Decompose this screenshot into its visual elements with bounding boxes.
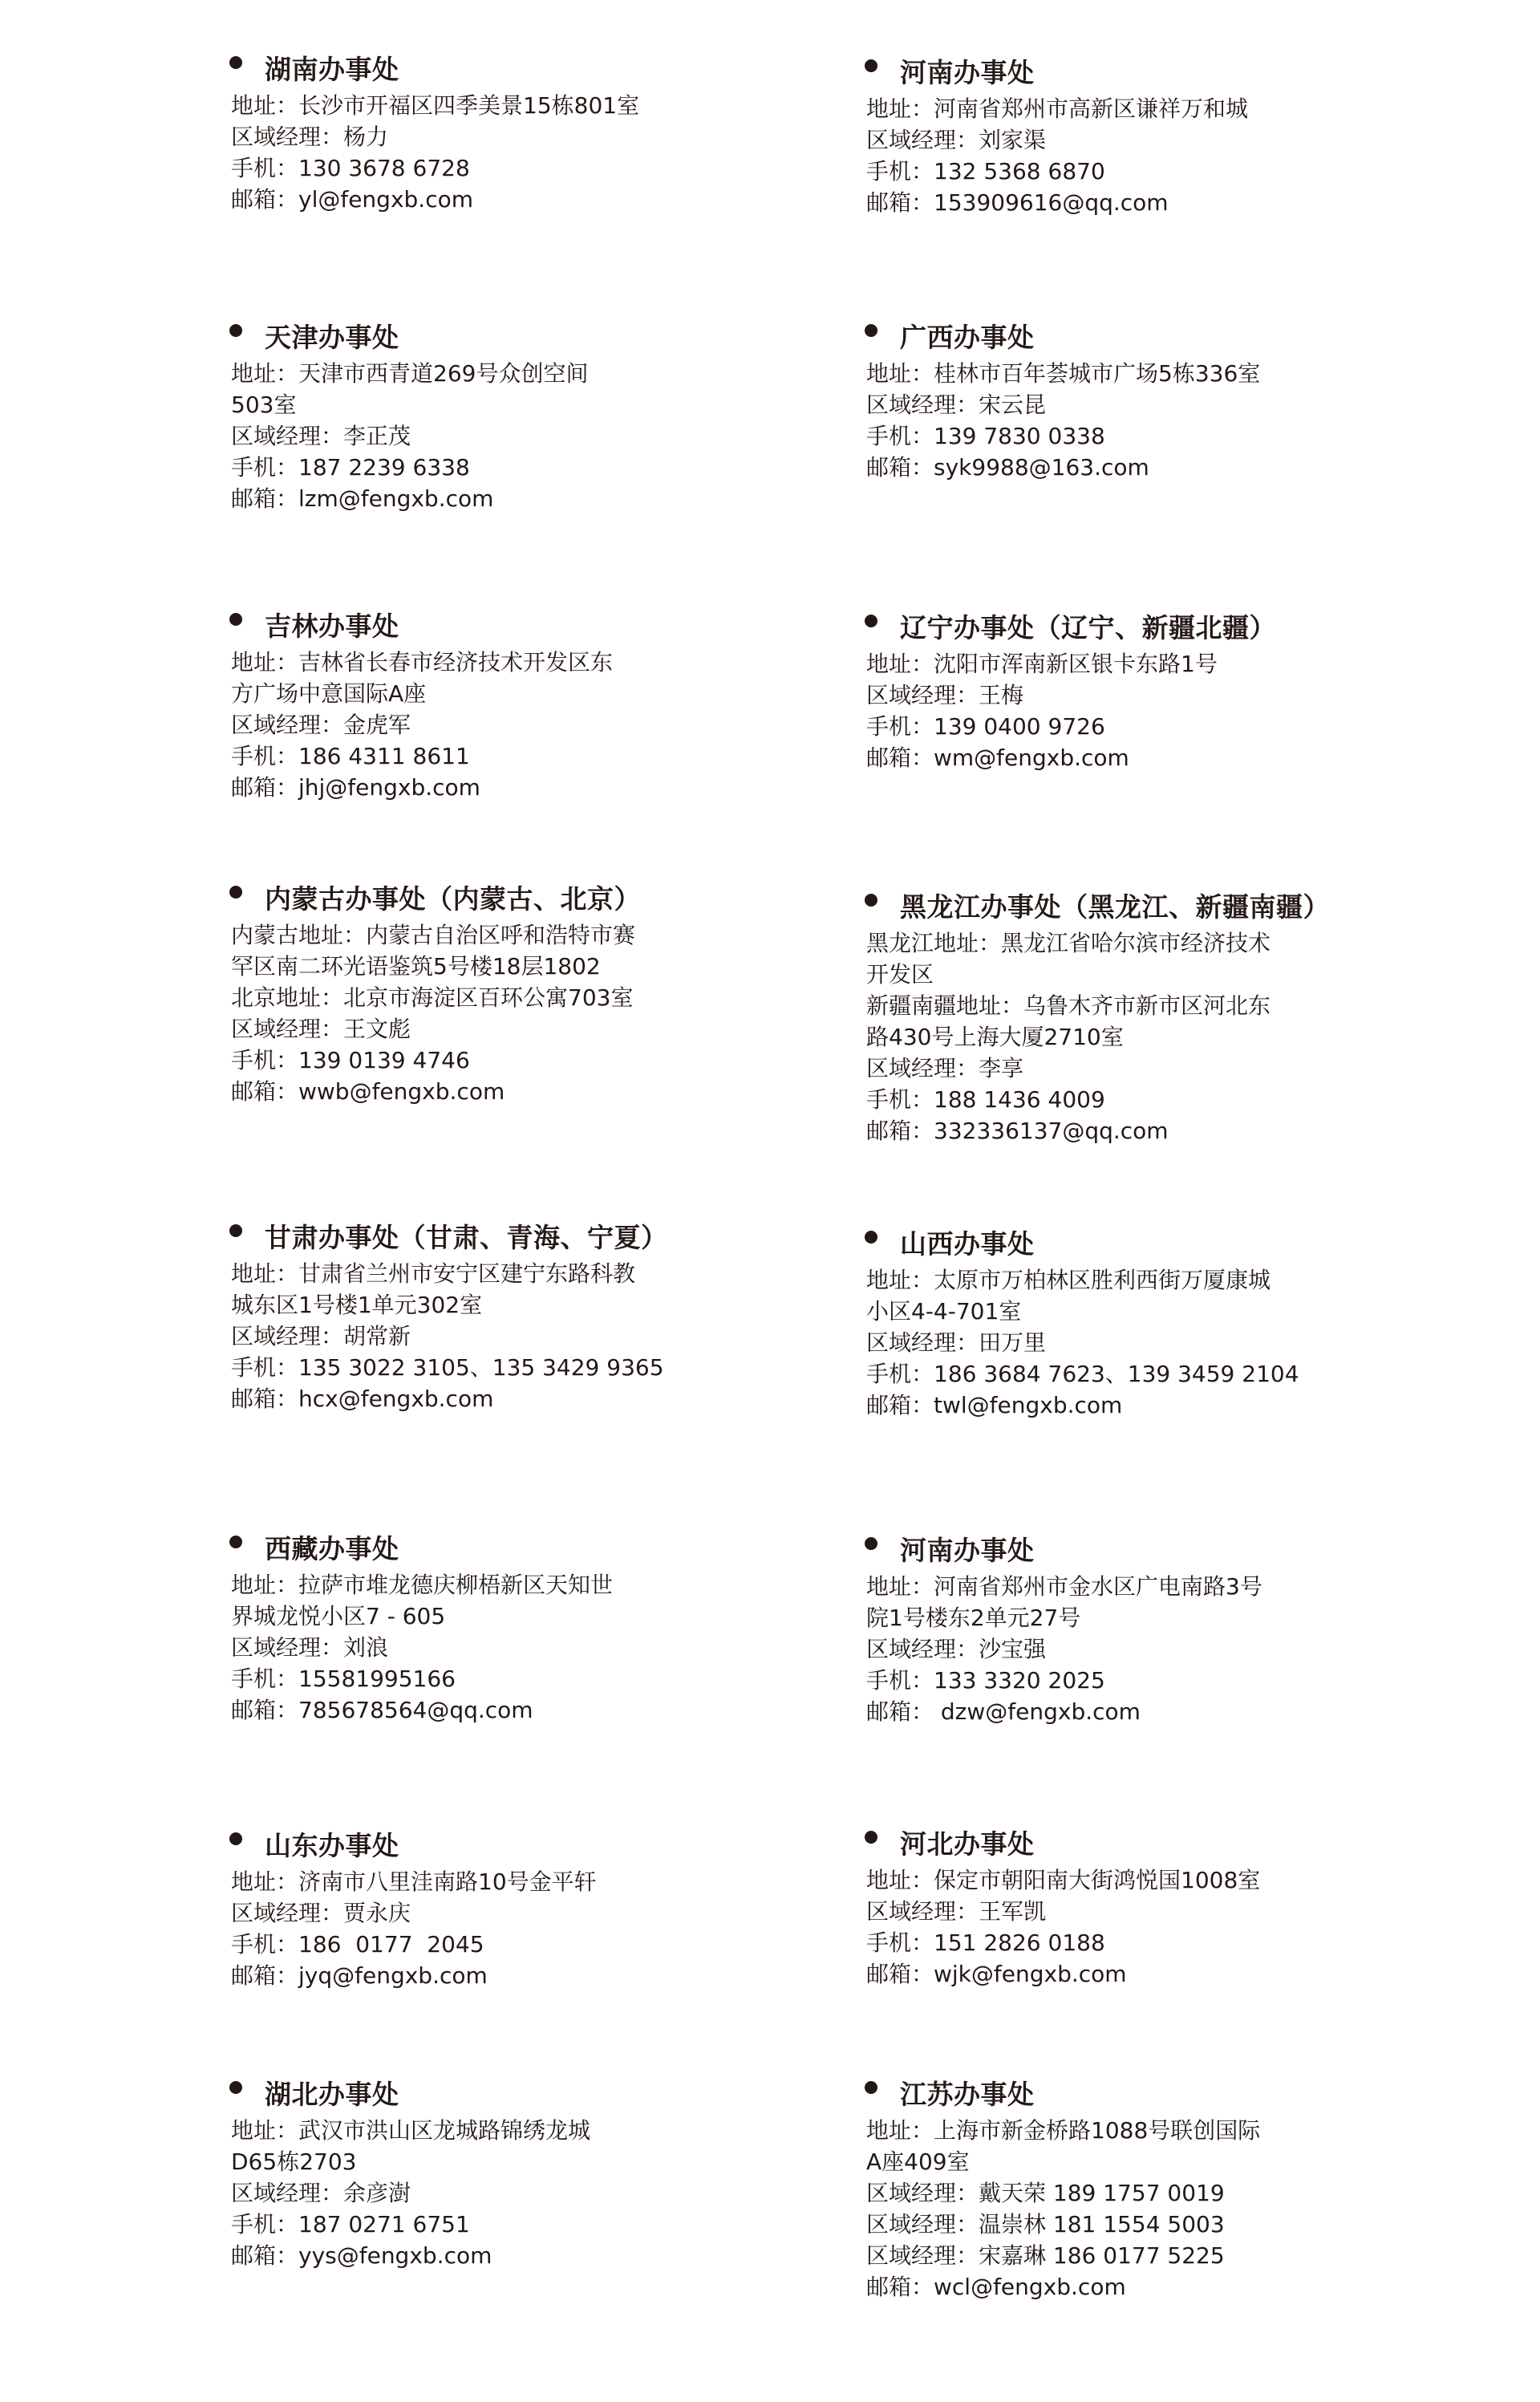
address-line: 城东区1号楼1单元302室 — [231, 1292, 483, 1318]
address-line: 地址：上海市新金桥路1088号联创国际 — [866, 2117, 1261, 2144]
office-details — [866, 2115, 1315, 2303]
address-line: 503室 — [231, 392, 297, 418]
manager-line: 区域经理：王梅 — [866, 682, 1024, 708]
address-line: 方广场中意国际A座 — [231, 680, 427, 707]
phone-line: 手机：15581995166 — [231, 1666, 456, 1692]
manager-line: 区域经理：宋云昆 — [866, 392, 1047, 418]
bullet-icon — [865, 1231, 877, 1244]
manager-line: 区域经理：余彦澍 — [231, 2180, 411, 2206]
manager-line: 区域经理：李正茂 — [231, 423, 411, 449]
manager-line: 区域经理：田万里 — [866, 1329, 1047, 1356]
bullet-icon — [865, 894, 877, 907]
manager-line: 区域经理：李享 — [866, 1055, 1024, 1081]
address-line: 新疆南疆地址：乌鲁木齐市新市区河北东 — [866, 992, 1271, 1019]
address-line: 地址：甘肃省兰州市安宁区建宁东路科教 — [231, 1260, 636, 1287]
office-details — [866, 648, 1315, 773]
bullet-icon — [229, 1536, 242, 1548]
phone-line: 手机：187 2239 6338 — [231, 454, 470, 481]
office-card-henan-2 — [866, 1531, 1315, 1727]
office-title: 河南办事处 — [866, 53, 1315, 88]
manager-line: 区域经理：温崇林 181 1554 5003 — [866, 2211, 1225, 2238]
email-line: 邮箱：lzm@fengxb.com — [231, 485, 494, 512]
manager-line: 区域经理：沙宝强 — [866, 1636, 1047, 1662]
email-line: 邮箱：wwb@fengxb.com — [231, 1078, 505, 1105]
manager-line: 区域经理：刘浪 — [231, 1634, 389, 1661]
bullet-icon — [865, 324, 877, 337]
office-details — [231, 2115, 680, 2271]
email-line: 邮箱：332336137@qq.com — [866, 1118, 1169, 1144]
bullet-icon — [865, 615, 877, 627]
office-title: 河北办事处 — [866, 1824, 1315, 1860]
email-line: 邮箱：wm@fengxb.com — [866, 745, 1129, 771]
address-line: 内蒙古地址：内蒙古自治区呼和浩特市赛 — [231, 922, 636, 948]
office-title: 江苏办事处 — [866, 2075, 1315, 2110]
address-line: 开发区 — [866, 961, 934, 988]
office-details — [866, 93, 1315, 218]
address-line: 界城龙悦小区7 - 605 — [231, 1603, 446, 1629]
phone-line: 手机：139 0139 4746 — [231, 1047, 470, 1073]
phone-line: 手机：187 0271 6751 — [231, 2211, 470, 2238]
address-line: 罕区南二环光语鉴筑5号楼18层1802 — [231, 953, 601, 980]
office-card-hebei — [866, 1824, 1315, 1990]
office-card-liaoning — [866, 608, 1315, 773]
office-title: 湖南办事处 — [231, 50, 680, 85]
email-line: 邮箱：twl@fengxb.com — [866, 1392, 1123, 1418]
office-card-tianjin — [231, 318, 680, 514]
address-line: 地址：河南省郑州市高新区谦祥万和城 — [866, 95, 1249, 122]
bullet-icon — [865, 1831, 877, 1844]
office-title: 内蒙古办事处（内蒙古、北京） — [231, 879, 680, 915]
email-line: 邮箱：785678564@qq.com — [231, 1697, 533, 1723]
office-title: 辽宁办事处（辽宁、新疆北疆） — [866, 608, 1315, 643]
bullet-icon — [229, 1832, 242, 1845]
address-line: 地址：沈阳市浑南新区银卡东路1号 — [866, 651, 1218, 677]
office-title: 山西办事处 — [866, 1224, 1315, 1260]
address-line: 北京地址：北京市海淀区百环公寓703室 — [231, 984, 634, 1011]
manager-line: 区域经理：贾永庆 — [231, 1900, 411, 1926]
bullet-icon — [229, 886, 242, 899]
email-line: 邮箱：jyq@fengxb.com — [231, 1962, 488, 1989]
office-details — [231, 1866, 680, 1991]
manager-line: 区域经理：杨力 — [231, 124, 389, 150]
office-details — [231, 1569, 680, 1726]
office-details — [231, 919, 680, 1107]
office-title: 吉林办事处 — [231, 607, 680, 642]
office-title: 黑龙江办事处（黑龙江、新疆南疆） — [866, 887, 1315, 923]
office-details — [231, 358, 680, 514]
address-line: 地址：长沙市开福区四季美景15栋801室 — [231, 92, 640, 119]
office-title: 湖北办事处 — [231, 2075, 680, 2110]
address-line: 地址：太原市万柏林区胜利西街万厦康城 — [866, 1267, 1271, 1293]
phone-line: 手机：151 2826 0188 — [866, 1929, 1105, 1956]
office-card-shanxi — [866, 1224, 1315, 1421]
office-details — [866, 1264, 1315, 1421]
office-card-gansu — [231, 1218, 680, 1414]
office-card-jiangsu — [866, 2075, 1315, 2303]
phone-line: 手机：130 3678 6728 — [231, 155, 470, 181]
phone-line: 手机：186 0177 2045 — [231, 1931, 484, 1958]
email-line: 邮箱：yl@fengxb.com — [231, 186, 473, 213]
office-details — [866, 1864, 1315, 1990]
phone-line: 手机：139 0400 9726 — [866, 713, 1105, 740]
office-title: 甘肃办事处（甘肃、青海、宁夏） — [231, 1218, 680, 1253]
office-details — [231, 1258, 680, 1414]
address-line: A座409室 — [866, 2148, 970, 2175]
bullet-icon — [229, 1224, 242, 1237]
office-details — [231, 647, 680, 803]
address-line: 地址：济南市八里洼南路10号金平轩 — [231, 1868, 597, 1895]
phone-line: 手机：139 7830 0338 — [866, 423, 1105, 449]
email-line: 邮箱： dzw@fengxb.com — [866, 1698, 1141, 1725]
address-line: 院1号楼东2单元27号 — [866, 1605, 1081, 1631]
bullet-icon — [229, 613, 242, 626]
address-line: 地址：吉林省长春市经济技术开发区东 — [231, 649, 614, 676]
address-line: 地址：武汉市洪山区龙城路锦绣龙城 — [231, 2117, 591, 2144]
manager-line: 区域经理：王军凯 — [866, 1898, 1047, 1925]
office-card-guangxi — [866, 318, 1315, 483]
office-details — [866, 927, 1315, 1146]
phone-line: 手机：186 3684 7623、139 3459 2104 — [866, 1361, 1299, 1387]
office-details — [866, 1571, 1315, 1727]
phone-line: 手机：133 3320 2025 — [866, 1667, 1105, 1694]
office-card-shandong — [231, 1826, 680, 1991]
address-line: 地址：保定市朝阳南大街鸿悦国1008室 — [866, 1867, 1261, 1893]
office-title: 山东办事处 — [231, 1826, 680, 1861]
manager-line: 区域经理：金虎军 — [231, 712, 411, 738]
office-title: 河南办事处 — [866, 1531, 1315, 1566]
manager-line: 区域经理：王文彪 — [231, 1016, 411, 1042]
address-line: 地址：河南省郑州市金水区广电南路3号 — [866, 1573, 1262, 1600]
address-line: 黑龙江地址：黑龙江省哈尔滨市经济技术 — [866, 930, 1271, 956]
manager-line: 区域经理：刘家渠 — [866, 127, 1047, 153]
office-card-neimenggu — [231, 879, 680, 1107]
office-card-heilongjiang — [866, 887, 1330, 1146]
office-card-henan-1 — [866, 53, 1315, 218]
bullet-icon — [865, 1537, 877, 1550]
email-line: 邮箱：jhj@fengxb.com — [231, 774, 480, 801]
office-title: 天津办事处 — [231, 318, 680, 353]
office-details — [231, 90, 680, 215]
office-title: 广西办事处 — [866, 318, 1315, 353]
email-line: 邮箱：153909616@qq.com — [866, 189, 1169, 216]
address-line: 地址：天津市西青道269号众创空间 — [231, 360, 589, 387]
office-card-hubei — [231, 2075, 680, 2271]
phone-line: 手机：186 4311 8611 — [231, 743, 470, 769]
address-line: 路430号上海大厦2710室 — [866, 1024, 1124, 1050]
email-line: 邮箱：yys@fengxb.com — [231, 2242, 492, 2269]
bullet-icon — [229, 56, 242, 69]
address-line: 地址：拉萨市堆龙德庆柳梧新区天知世 — [231, 1572, 614, 1598]
office-details — [866, 358, 1315, 483]
bullet-icon — [865, 2081, 877, 2094]
bullet-icon — [229, 324, 242, 337]
phone-line: 手机：135 3022 3105、135 3429 9365 — [231, 1354, 664, 1381]
office-card-hunan — [231, 50, 680, 215]
bullet-icon — [865, 59, 877, 72]
email-line: 邮箱：hcx@fengxb.com — [231, 1386, 494, 1412]
address-line: 地址：桂林市百年荟城市广场5栋336室 — [866, 360, 1261, 387]
office-card-xizang — [231, 1529, 680, 1726]
manager-line: 区域经理：宋嘉琳 186 0177 5225 — [866, 2242, 1225, 2269]
email-line: 邮箱：wjk@fengxb.com — [866, 1961, 1127, 1987]
manager-line: 区域经理：胡常新 — [231, 1323, 411, 1349]
manager-line: 区域经理：戴天荣 189 1757 0019 — [866, 2180, 1225, 2206]
email-line: 邮箱：wcl@fengxb.com — [866, 2274, 1126, 2300]
bullet-icon — [229, 2081, 242, 2094]
phone-line: 手机：188 1436 4009 — [866, 1086, 1105, 1113]
address-line: 小区4-4-701室 — [866, 1298, 1022, 1325]
email-line: 邮箱：syk9988@163.com — [866, 454, 1149, 481]
phone-line: 手机：132 5368 6870 — [866, 158, 1105, 185]
address-line: D65栋2703 — [231, 2148, 357, 2175]
office-title: 西藏办事处 — [231, 1529, 680, 1564]
office-card-jilin — [231, 607, 680, 803]
